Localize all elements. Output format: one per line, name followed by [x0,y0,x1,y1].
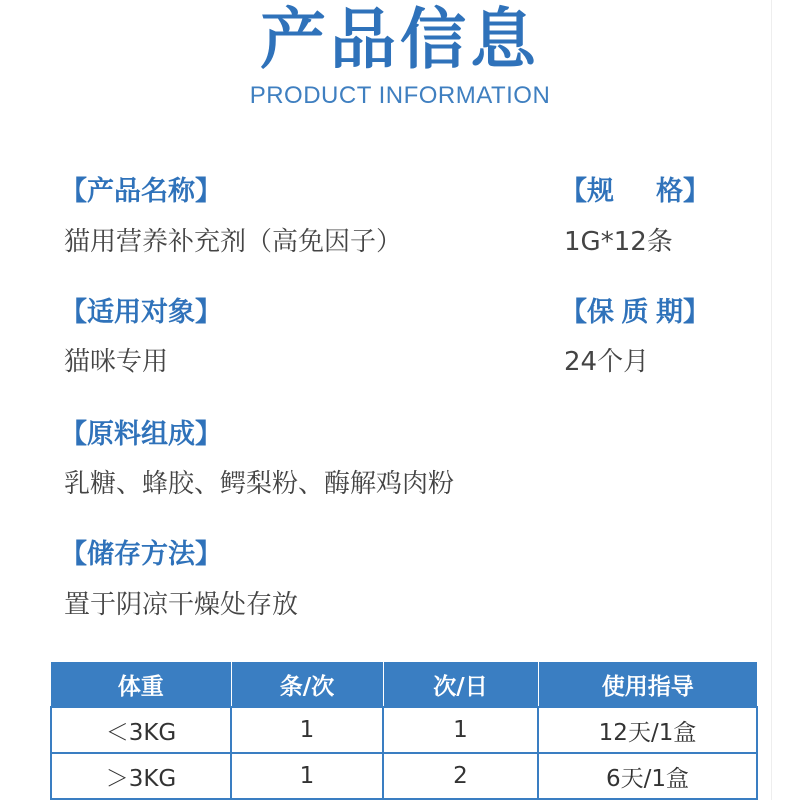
cell-strips-per-dose: 1 [231,707,383,753]
shelf-life-label-close: 期】 [656,297,710,328]
right-edge-line [771,0,772,800]
storage-value: 置于阴凉干燥处存放 [64,590,299,620]
page-title: 产品信息 [260,1,540,78]
table-row [51,753,757,799]
target-value: 猫咪专用 [64,347,169,377]
shelf-life-label-mid: 质 [621,297,649,328]
table-header-row [51,662,757,707]
usage-table [50,662,758,800]
cell-strips-per-dose: 1 [231,753,383,799]
cell-doses-per-day: 1 [383,707,538,753]
header-doses-per-day: 次/日 [383,662,538,707]
cell-usage-guide: 12天/1盒 [538,707,757,753]
ingredients-value: 乳糖、蜂胶、鳄梨粉、酶解鸡肉粉 [64,469,455,499]
header-weight: 体重 [51,662,231,707]
target-label: 【适用对象】 [60,297,222,328]
spec-value: 1G*12条 [564,227,673,257]
shelf-life-value: 24个月 [564,347,650,377]
header-strips-per-dose: 条/次 [231,662,383,707]
table-row [51,707,757,753]
cell-weight: ＞3KG [51,753,231,799]
product-name-label: 【产品名称】 [60,176,222,207]
shelf-life-label [560,296,710,330]
shelf-life-label-open: 【保 [560,297,614,328]
storage-label: 【储存方法】 [60,539,222,570]
cell-weight: ＜3KG [51,707,231,753]
spec-label-close: 格】 [656,176,710,207]
product-name-value: 猫用营养补充剂（高免因子） [64,227,403,257]
cell-doses-per-day: 2 [383,753,538,799]
ingredients-label: 【原料组成】 [60,419,222,450]
page-subtitle: PRODUCT INFORMATION [249,82,551,109]
spec-label-open: 【规 [560,176,614,207]
cell-usage-guide: 6天/1盒 [538,753,757,799]
spec-label [560,175,710,209]
header-usage-guide: 使用指导 [538,662,757,707]
